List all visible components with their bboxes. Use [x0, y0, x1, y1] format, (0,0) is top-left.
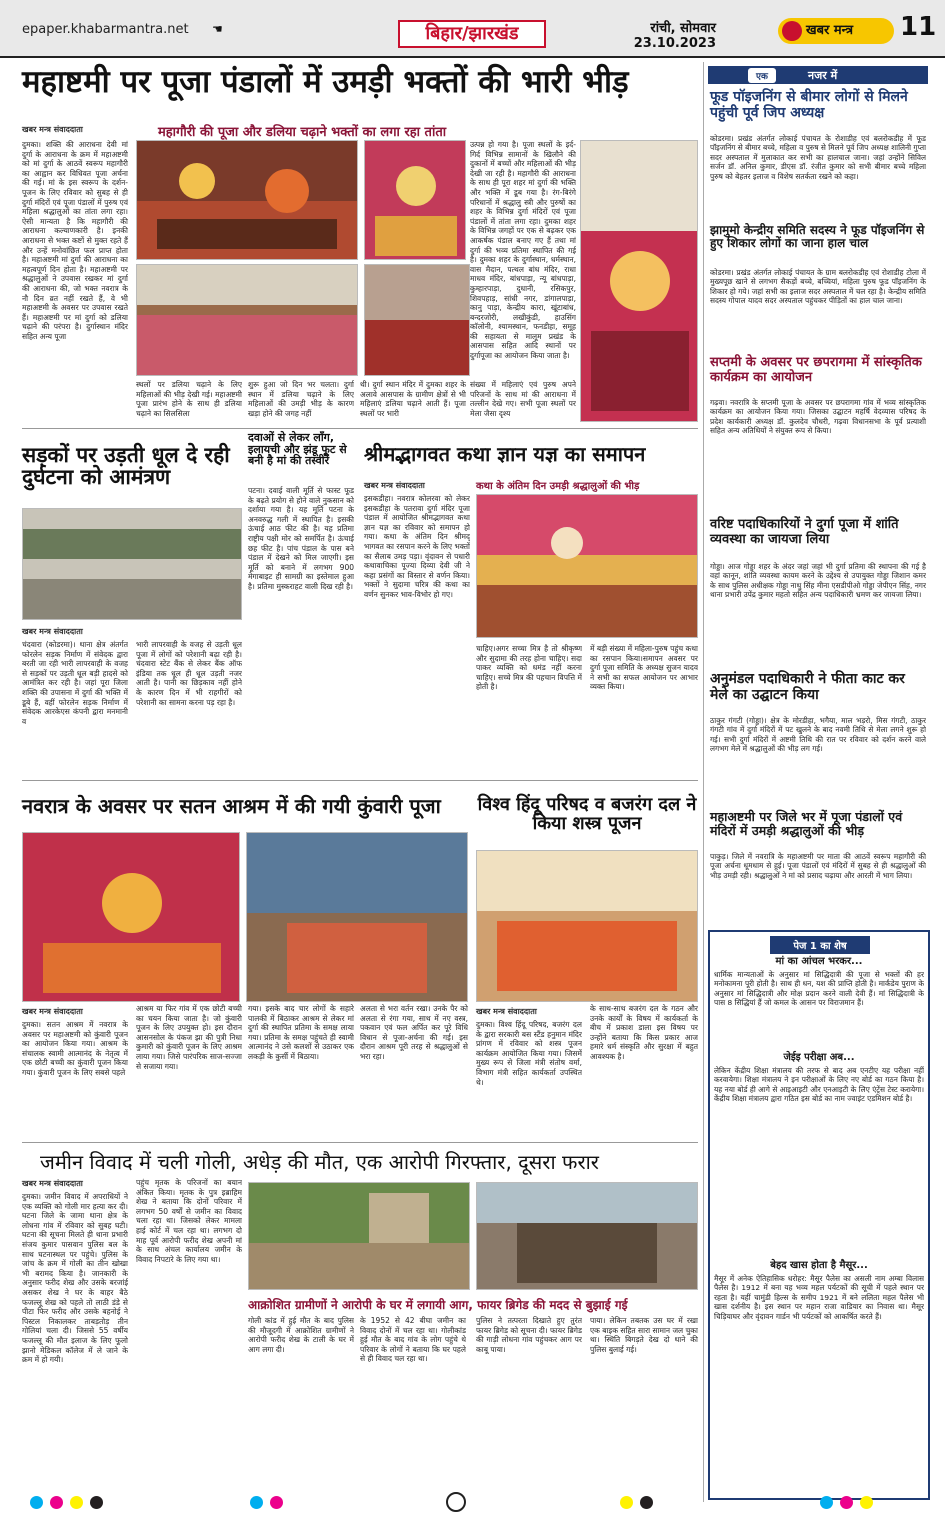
bhagwat-body-3: में बड़ी संख्या में महिला-पुरुष पहुंच कथा का रसपान किया।समापन अवसर पर दुर्गा पूजा समिति के अध्यक्ष सुजन यादव ने सभी का सफल आयोजन पर आभार व्यक्त किया।: [590, 644, 698, 692]
cyan-mark: [250, 1496, 263, 1509]
magenta-mark: [840, 1496, 853, 1509]
site-url[interactable]: epaper.khabarmantra.net: [22, 22, 189, 37]
ashram-headline: नवरात्र के अवसर पर सतन आश्रम में की गयी कुंवारी पूजा: [22, 794, 441, 818]
black-mark: [90, 1496, 103, 1509]
cont-1-head: मां का आंचल भरकर...: [775, 956, 863, 967]
right-rail: [703, 62, 933, 1502]
roads-byline: खबर मन्त्र संवाददाता: [22, 627, 83, 636]
cyan-mark: [820, 1496, 833, 1509]
issue-date: 23.10.2023: [633, 36, 716, 51]
lead-photo-2: [364, 140, 466, 260]
print-registration-marks: [0, 1488, 945, 1517]
lead-byline: खबर मन्त्र संवाददाता: [22, 125, 83, 134]
land-col-4: के 1952 से 42 बीघा जमीन का विवाद दोनों में चल रहा था। गोलीकांड हुई मौत के बाद गांव के लोग पहुंचे थे परिवार के लोगों ने बताया कि घर पहले से ही विवाद चल रहा था।: [360, 1316, 466, 1364]
rail-story-3-body: गढ़वा। नवरात्रि के सप्तमी पूजा के अवसर पर छपरागमा गांव में भव्य सांस्कृतिक कार्यक्रम का आयोजन किया गया। जिसका उद्घाटन महर्षि वेदव्यास परिषद के प्रदेश कार्यकारी अध्यक्ष डॉ. कुलदेव चौधरी, गढ़वा विधानसभा के पूर्व प्रत्याशी सहित अन्य अतिथियों ने संयुक्त रूप से किया।: [710, 398, 926, 436]
brand-logo: [778, 18, 894, 44]
rail-story-5-head: अनुमंडल पदाधिकारी ने फीता काट कर मेले का उद्घाटन किया: [710, 671, 905, 703]
land-headline: जमीन विवाद में चली गोली, अधेड़ की मौत, एक आरोपी गिरफ्तार, दूसरा फरार: [40, 1150, 599, 1174]
bhagwat-subhead: कथा के अंतिम दिन उमड़ी श्रद्धालुओं की भीड़: [476, 481, 640, 492]
continued-box: [708, 930, 930, 1500]
lead-subhead: महागौरी की पूजा और डलिया चढ़ाने भक्तों का लगा रहा तांता: [158, 125, 447, 140]
land-subhead: आक्रोशित ग्रामीणों ने आरोपी के घर में लगायी आग, फायर ब्रिगेड की मदद से बुझाई गई: [248, 1298, 628, 1312]
lead-col-5: संख्या में महिलाएं एवं पुरुष अपने परिजनों के साथ मां की आराधना में तल्लीन देखे गए। सभी पूजा स्थलों पर मेला जैसा दृश्य: [470, 380, 576, 418]
roads-headline: सड़कों पर उड़ती धूल दे रही दुर्घटना को आमंत्रण: [22, 443, 230, 490]
roads-col-2: भारी लापरवाही के वजह से उड़ती धूल पूजा में लोगों को परेशानी बढ़ा रही है। चंदवारा स्टेट बैंक से लेकर बैंक ऑफ इंडिया तक धूल ही धूल उड़ती नजर आती है। पानी का छिड़काव नहीं होने के कारण दिन में भी राहगीरों को परेशानी का सामना करना पड़ रहा है।: [136, 640, 242, 707]
magenta-mark: [270, 1496, 283, 1509]
bhagwat-headline: श्रीमद्भागवत कथा ज्ञान यज्ञ का समापन: [364, 442, 646, 466]
cursor-icon: ☚: [212, 22, 223, 36]
continued-box-title: पेज 1 का शेष: [770, 936, 870, 954]
land-col-6: पाया। लेकिन तबतक उस घर में रखा एक बाइक सहित सारा सामान जल चुका था। स्थिति बिगड़ते देख दो थाने की पुलिस बुलाई गई।: [590, 1316, 698, 1354]
ashram-col-3: गया। इसके बाद चार लोगों के सहारे पालकी में बिठाकर आश्रम से लेकर मां दुर्गा की स्थापित प्रतिमा के समक्ष लाया गया। प्रतिमा के समक्ष पहुंचते ही स्वामी आत्मानंद ने उसे कलशों से उठाकर एक लकड़ी के कुर्सी में बिठाया।: [248, 1004, 354, 1061]
land-byline: खबर मन्त्र संवाददाता: [22, 1179, 83, 1188]
rail-story-6-head: महाअष्टमी पर जिले भर में पूजा पंडालों एवं मंदिरों में उमड़ी श्रद्धालुओं की भीड़: [710, 809, 903, 838]
rail-tag: [708, 66, 928, 84]
lead-col-2: स्थलों पर डलिया चढ़ाने के लिए महिलाओं की भीड़ देखी गई। महाअष्टमी पूजा प्रारंभ होने के साथ ही डलिया चढ़ाने का सिलसिला: [136, 380, 242, 418]
cont-1-body: धार्मिक मान्यताओं के अनुसार मां सिद्धिदात्री की पूजा से भक्तों की हर मनोकामना पूरी होती है। साथ ही धन, यश की प्राप्ति होती है। मार्कंडेय पुराण के अनुसार मां सिद्धिदात्री और मोक्ष प्रदान करने वाली देवी हैं। मां सिद्धिदात्री के पास 8 सिद्धियां हैं जो कमल के आसन पर विराजमान हैं।: [714, 970, 924, 1008]
ashram-col-4: अलता से भरा वर्तन रखा। उनके पैर को अलता से रंगा गया, साथ में नए वस्त्र, पकवान एवं फल अर्पित कर पूरे विधि विधान से पूजा-अर्चना की गई। इस दौरान आश्रम पूरी तरह से श्रद्धालुओं से भरा रहा।: [360, 1004, 468, 1061]
brand-name: खबर मन्त्र: [806, 23, 854, 38]
lead-col-4: थी। दुर्गा स्थान मंदिर में दुमका शहर के अलावे आसपास के ग्रामीण क्षेत्रों से भी महिलाएं डलिया चढ़ाने आती हैं। पूजा स्थलों पर भारी: [360, 380, 466, 418]
rail-tag-title: नजर में: [808, 69, 838, 82]
vhp-byline: खबर मन्त्र संवाददाता: [476, 1007, 537, 1016]
ashram-photo-2: [246, 832, 468, 1002]
land-col-3: गोली कांड में हुई मौत के बाद पुलिस की मौजूदगी में आक्रोशित ग्रामीणों ने आरोपी फरीद शेख के टाली के घर में आग लगा दी।: [248, 1316, 354, 1354]
lead-col-3: शुरू हुआ जो दिन भर चलता। दुर्गा स्थान में डलिया चढ़ाने के लिए महिलाओं की उमड़ी भीड़ के कारण खड़ा होने की जगह नहीं: [248, 380, 354, 418]
rail-story-1-head: फूड पॉइजनिंग से बीमार लोगों से मिलने पहुंची पूर्व जिप अध्यक्ष: [710, 89, 908, 121]
dussehra-headline: दवाओं से लेकर लॉंग, इलायची और झंडू फूट से बनी है मां की तस्वीरें: [248, 431, 347, 468]
land-photo-2: [476, 1182, 698, 1290]
crosshair-icon: [446, 1492, 466, 1512]
lead-headline: महाष्टमी पर पूजा पंडालों में उमड़ी भक्तों की भारी भीड़: [22, 64, 629, 100]
cont-3-body: मैसूर में अनेक ऐतिहासिक धरोहर: मैसूर पैलेस का असली नाम अम्बा विलास पैलेस है। 1912 में बना यह भव्य महल पर्यटकों की सूची में पहले स्थान पर रहता है। यहीं चामुंडी हिल्स के समीप 1921 में बने ललिता महल पैलेस भी खास दर्शनीय है। इस स्थान पर महान राजा वाडियार का निवास था। मैसूर चिड़ियाघर और वृंदावन गार्डन भी पर्यटकों को आकर्षित करते हैं।: [714, 1274, 924, 1321]
yellow-mark: [860, 1496, 873, 1509]
section-label: बिहार/झारखंड: [398, 20, 546, 48]
bhagwat-byline: खबर मन्त्र संवाददाता: [364, 481, 425, 490]
cont-2-body: लेकिन केंद्रीय शिक्षा मंत्रालय की तरफ से बाद अब एनटीए यह परीक्षा नहीं करवायेगा। शिक्षा मंत्रालय ने इन परीक्षाओं के लिए नए बोर्ड का गठन किया है। यह नया बोर्ड ही आगे से आइआइटी और एनआइटी के लिए एंट्रेंस टेस्ट करायेगा। केंद्रीय शिक्षा मंत्रालय द्वारा गठित इस बोर्ड का नाम ज्वाइंट एडमिशन बोर्ड है।: [714, 1066, 924, 1104]
magenta-mark: [50, 1496, 63, 1509]
brand-mark-icon: [782, 21, 802, 41]
lead-photo-5: [580, 140, 698, 422]
page-number: 11: [900, 12, 937, 42]
lead-col-1: दुमका। शक्ति की आराधना देवी मां दुर्गा के आराधना के क्रम में महाअष्टमी को मां दुर्गा के आठवें स्वरूप महागौरी का आह्वान कर विधिवत पूजा अर्चना की गई। मां के इस स्वरूप के दर्शन-पूजन के लिए रविवार को सुबह से ही दुर्गा मंदिरों एवं पूजा पंडालों में पुरुष एवं महिला श्रद्धालुओं का तांता लगा रहा। ऐसी मान्यता है कि महागौरी की आराधना कल्याणकारी है। इनकी आराधना से भक्त कष्टों से मुक्त रहते हैं और उन्हें मनोवांछित फल प्राप्त होता है। महाअष्टमी मां दुर्गा की आराधना का महत्वपूर्ण दिन होता है। महाअष्टमी पर श्रद्धालुओं ने उपवास रखकर मां दुर्गा की आराधना की, जो भक्त नवरात्र के नौ दिन व्रत नहीं रखते हैं, वे भी महाअष्टमी के अवसर पर उपवास रखते हैं। महाअष्टमी पर मां दुर्गा को डलिया चढ़ाने की परंपरा है। दुर्गास्थान मंदिर सहित अन्य पूजा: [22, 140, 128, 341]
rail-story-5-body: ठाकुर गंगटी (गोड्डा)। क्षेत्र के मोरडीहा, भगैया, माल भड़रो, मिस गंगटी, ठाकुर गंगटी गांव में दुर्गा मंदिरों में पट खुलने के बाद नवमी तिथि से मेला लगने शुरू हो गई। सभी दुर्गा मंदिरों में अष्टमी तिथि की रात पर रविवार को दर्शन करने वाले लगभग मेले में श्रद्धालुओं की भीड़ लग गई।: [710, 716, 926, 754]
bhagwat-body: इसकडीहा। नवरात्र कोलरवा को लेकर इसकडीहा के पतरावा दुर्गा मंदिर पूजा पंडाल में आयोजित श्रीमद्भागवत कथा ज्ञान यज्ञ का रविवार को समापन हो गया। कथा के अंतिम दिन श्रीमद् भागवत का रसपान करने के लिए भक्तों का सैलाब उमड़ पड़ा। वृंदावन से पधारी कथावाचिका पूज्या दिव्या देवी जी ने कहा प्रसंगों का विस्तार से वर्णन किया। भक्तों ने सुदामा चरित्र की कथा का वर्णन सुनकर भाव-विभोर हो गए।: [364, 494, 470, 599]
lead-col-6: उत्पन्न हो गया है। पूजा स्थलों के इर्द-गिर्द विभिन्न सामानों के खिलौने की दुकानों में बच्चों और महिलाओं की भीड़ देखी जा रही है। महागौरी की आराधना के साथ ही पूरा शहर मां दुर्गा की भक्ति और भक्ति में डूब गया है। रंग-बिरंगे परिधानों में श्रद्धालु स्त्री और पुरुषों का शहर के विभिन्न दुर्गा मंदिरों एवं पूजा पंडालों में तांता लगा रहा। दुमका शहर के विभिन्न जगहों पर एक से बढ़कर एक आकर्षक पंडाल बनाए गए हैं तथा मां दुर्गा की भव्य प्रतिमा स्थापित की गई है। दुमका शहर के दुर्गास्थान, धर्मस्थान, वास मैदान, पत्थल बांध मंदिर, राधा माधव मंदिर, बांधपाड़ा, न्यू बांधपाड़ा, कुम्हारपाड़ा, दुधानी, रसिकपुर, शिवपहाड़, सांधी नगर, डांगालपाड़ा, कानु पाड़ा, केन्द्रीय कारा, खूंटाबांध, बन्दरजोरी, लखीकुंडी, हाउसिंग कॉलोनी, श्यामस्थान, फनडीहा, समूह की सहायता से मालूम प्रखंड के आसपास सहित आदि स्थानों पर दुर्गापूजा का आयोजन किया जाता है।: [470, 140, 576, 361]
rail-story-4-body: गोड्डा। आज गोड्डा शहर के अंदर जहां जहां भी दुर्गा प्रतिमा की स्थापना की गई है वहां कानून, शांति व्यवस्था कायम करने के उद्देश्य से उपायुक्त गोड्डा जिशान कमर के साथ पुलिस अधीक्षक गोड्डा नाथु सिंह मीना एसडीपीओ गोड्डा जेपीएन सिंह, नगर थाना प्रभारी उपेंद्र कुमार महतो सहित अन्य पदाधिकारी भ्रमण कर जायजा लिया।: [710, 562, 926, 600]
dussehra-body: पटना। दवाई वाली मूर्ति से फास्ट फूड के बढ़ते प्रयोग से होने वाले नुकसान को दर्शाया गया है। यह मूर्ति पटना के अनवरुद्ध गली में स्थापित है। इसकी ऊंचाई आठ फीट की है। यह प्रतिमा राष्ट्रीय पक्षी मोर को समर्पित है। ऊंचाई छह फीट है। पांच पंडाल के पास बने पंडाल में देखने को मिल जाएगी। इस मूर्ति को बनाने में लगभग 900 मेगाबाइट ही सामग्री का इस्तेमाल हुआ है। प्रतिमा मुस्कराहट वाली दिख रही है।: [248, 486, 354, 591]
ashram-byline: खबर मन्त्र संवाददाता: [22, 1007, 83, 1016]
yellow-mark: [70, 1496, 83, 1509]
page-header: [0, 0, 945, 58]
cont-2-head: जेईइ परीक्षा अब...: [783, 1052, 855, 1063]
bhagwat-photo: [476, 494, 698, 638]
ashram-photo-1: [22, 832, 240, 1002]
divider: [22, 780, 698, 781]
ashram-col-2: आश्रम या फिर गांव में एक छोटी बच्ची का चयन किया जाता है। जो कुंवारी पूजन के लिए उपयुक्त हो। इस दौरान आसनसोल के पंकज झा की पुत्री निधा कुमारी को कुंवारी पूजन के लिए आश्रम लाया गया। जिसे पारंपरिक साज-सज्जा से सजाया गया।: [136, 1004, 242, 1071]
rail-story-4-head: वरिष्ट पदाधिकारियों ने दुर्गा पूजा में शांति व्यवस्था का जायजा लिया: [710, 517, 899, 547]
rail-story-1-body: कोडरमा। प्रखंड अंतर्गत लोकाई पंचायत के रोशाडीह एवं बलरोकडीह में फूड पॉइजनिंग से बीमार बच्चे, महिला व पुरुष से मिलने पूर्व जिप अध्यक्ष शालिनी गुप्ता सदर अस्पताल में मुलाकात कर सभी का हालचाल जाना। जहां उन्होंने सिविल सर्जन डॉ. अनिल कुमार, डीएस डॉ. रंजीत कुमार को सभी बीमार बच्चे महिला पुरुष को बेहतर इलाज व विशेष सतर्कता रखने को कहा।: [710, 134, 926, 181]
ashram-col-1: दुमका। सतन आश्रम में नवरात्र के अवसर पर महाअष्टमी को कुंवारी पूजन का आयोजन किया गया। आश्रम के संचालक स्वामी आत्मानंद के नेतृत्व में एक छोटी बच्ची का कुंवारी पूजन किया गया। कुंवारी पूजन के लिए सबसे पहले: [22, 1020, 128, 1077]
roads-col-1: चंदवारा (कोडरमा)। थाना क्षेत्र अंतर्गत फोरलेन सड़क निर्माण में संवेदक द्वारा बरती जा रही भारी लापरवाही के वजह से सड़कों पर उड़ती धूल बड़ी हादसे को आमंत्रित कर रही है। जहां पूरा जिला शक्ति की उपासना में दुर्गा की भक्ति में डूबे हैं, वहीं फोरलेन सड़क निर्माण में संवेदक आरकेएस कंपनी द्वारा मनमानी व: [22, 640, 128, 726]
city-day: रांची, सोमवार: [650, 21, 716, 36]
yellow-mark: [620, 1496, 633, 1509]
land-col-1: दुमका। जमीन विवाद में अपराधियों ने एक व्यक्ति को गोली मार हत्या कर दी। घटना जिले के जामा थाना क्षेत्र के लोधना गांव में रविवार को सुबह घटी। घटना की सूचना मिलते ही थाना प्रभारी संजय कुमार पासवान पुलिस बल के साथ घटनास्थल पर पहुंचे। पुलिस के जांच के क्रम में गोली का तीन खोखा भी बरामद किया है। जानकारी के अनुसार फरीद शेख और उसके बरजांई असकर शेख ने घर के बाहर बैठे फजल्लू शेख को पहले तो लाठी डंडे से पीटा फिर फरीद और उसके बहनोई ने पिस्टल निकालकर ताबड़तोड़ तीन गोलियां चला दी। जिससे 55 वर्षीय फजल्लू की मौत इलाज के लिए फूलो झानो मेडिकल कॉलेज में ले जाने के क्रम में हो गयी।: [22, 1192, 128, 1365]
divider: [22, 1142, 698, 1143]
rail-story-3-head: सप्तमी के अवसर पर छपरागमा में सांस्कृतिक कार्यक्रम का आयोजन: [710, 355, 922, 385]
vhp-photo: [476, 850, 698, 1002]
divider: [22, 428, 698, 429]
cont-3-head: बेहद खास होता है मैसूर...: [770, 1260, 868, 1271]
rail-story-6-body: पाकुड़। जिले में नवरात्रि के महाअष्टमी पर माता की आठवें स्वरूप महागौरी की पूजा अर्चना धूमधाम से हुई। पूजा पंडालों एवं मंदिरों में सुबह से ही श्रद्धालुओं की भीड़ उमड़ी रही। श्रद्धालुओं ने मां को प्रसाद चढ़ाया और आरती में भाग लिया।: [710, 852, 926, 880]
land-col-5: पुलिस ने तत्परता दिखाते हुए तुरंत फायर ब्रिगेड को सूचना दी। फायर ब्रिगेड की गाड़ी लोधना गांव पहुंचकर आग पर काबू पाया।: [476, 1316, 582, 1354]
lead-photo-3: [136, 264, 358, 376]
rail-story-2-head: झामुमो केन्द्रीय समिति सदस्य ने फूड पॉइजनिंग से हुए शिकार लोगों का जाना हाल चाल: [710, 223, 925, 251]
vhp-col-1: दुमका। विश्व हिंदू परिषद, बजरंग दल के द्वारा सरकारी बस स्टैंड हनुमान मंदिर प्रांगण में रविवार को शस्त्र पूजन कार्यक्रम आयोजित किया गया। जिसमें मुख्य रूप से जिला मंत्री संतोष वर्मा, विभाग मंत्री सहित कार्यकर्ता उपस्थित थे।: [476, 1020, 582, 1087]
rail-story-2-body: कोडरमा। प्रखंड अंतर्गत लोकाई पंचायत के ग्राम बलरोकडीह एवं रोशाडीह टोला में मुख्यपूछ खाने से लगभग सैकड़ों बच्चे, बच्चियां, महिला पुरुष फूड पॉइजनिंग के शिकार हो गये। जहां सभी का इलाज सदर अस्पताल में चल रहा है। केन्द्रीय समिति सदस्य गोपाल यादव सदर अस्पताल पहुंचकर पीड़ितों का हाल चाल जाना।: [710, 268, 926, 306]
lead-photo-4: [364, 264, 470, 376]
cyan-mark: [30, 1496, 43, 1509]
roads-photo: [22, 508, 242, 620]
lead-photo-1: [136, 140, 358, 260]
black-mark: [640, 1496, 653, 1509]
vhp-headline: विश्व हिंदू परिषद व बजरंग दल ने किया शस्त्र पूजन: [477, 794, 697, 834]
land-photo-1: [248, 1182, 470, 1290]
land-col-2: पहुंच मृतक के परिजनों का बयान अंकित किया। मृतक के पुत्र इब्राहिम शेख ने बताया कि दोनों परिवार में लगभग 50 वर्षों से जमीन का विवाद चला रहा था। जिसको लेकर मामला हाई कोर्ट में चल रहा था। लगभग दो माह पूर्व आरोपी फरीद शेख अपनी मां के साथ अंचल कार्यालय जमीन के विवाद निपटारे के लिए गया था।: [136, 1178, 242, 1264]
bhagwat-body-2: चाहिए।अगर सच्चा मित्र है तो श्रीकृष्ण और सुदामा की तरह होना चाहिए। सदा पाकर व्यक्ति को धमंड नहीं करना चाहिए। सच्चे मित्र की पहचान विपत्ति में होती है।: [476, 644, 582, 692]
rail-tag-badge: एक: [748, 68, 776, 83]
vhp-col-2: के साथ-साथ बजरंग दल के गठन और उनके कार्यों के विषय में कार्यकर्ता के बीच में प्रकाश डाला इस विषय पर उन्होंने बताया कि किस प्रकार आज हमारे धर्म संस्कृति और सुरक्षा में बहुत आवश्यक है।: [590, 1004, 698, 1061]
